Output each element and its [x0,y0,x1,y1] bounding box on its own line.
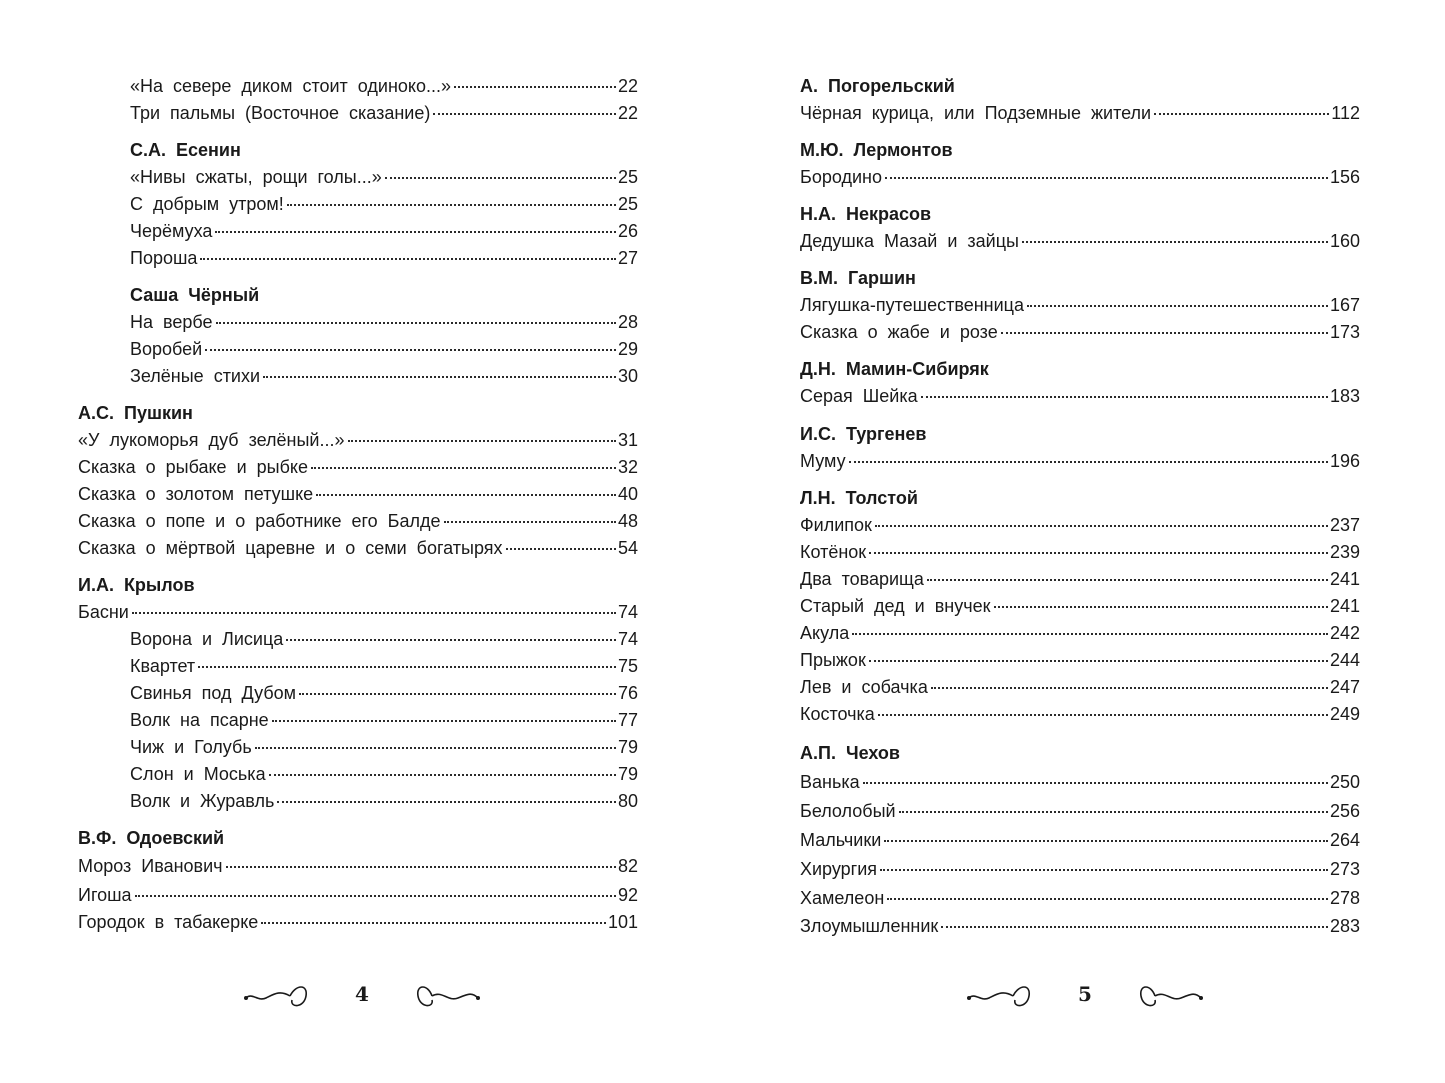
entry-page-number: 22 [617,76,638,96]
dot-leader [261,918,606,924]
dot-leader [311,463,616,469]
entry-page-number: 92 [617,885,638,905]
toc-entry[interactable] [130,735,638,759]
author-heading: А. Погорельский [800,76,955,96]
dot-leader [941,922,1328,928]
toc-entry[interactable] [130,310,638,334]
dot-leader [255,743,616,749]
entry-title: Филипок [800,515,872,535]
page-footer [242,978,482,1014]
entry-page-number: 26 [617,221,638,241]
entry-title: Два товарища [800,569,924,589]
entry-title: Лягушка-путешественница [800,295,1024,315]
dot-leader [869,656,1328,662]
entry-title: Свинья под Дубом [130,683,297,703]
toc-entry[interactable] [800,799,1360,823]
dot-leader [1001,328,1328,334]
entry-page-number: 167 [1329,295,1360,315]
toc-entry[interactable] [78,883,638,907]
dot-leader [316,490,616,496]
entry-title: Чёрная курица, или Подземные жители [800,103,1152,123]
entry-title: Воробей [130,339,203,359]
entry-page-number: 273 [1329,859,1360,879]
entry-page-number: 80 [617,791,638,811]
toc-entry[interactable] [130,165,638,189]
entry-title: Сказка о золотом петушке [78,484,314,504]
entry-page-number: 82 [617,856,638,876]
toc-entry[interactable] [130,789,638,813]
entry-title: Пороша [130,248,198,268]
dot-leader [884,836,1328,842]
dot-leader [132,608,616,614]
toc-entry[interactable] [130,192,638,216]
entry-page-number: 40 [617,484,638,504]
author-heading: В.Ф. Одоевский [78,828,225,848]
entry-page-number: 160 [1329,231,1360,251]
entry-page-number: 74 [617,602,638,622]
entry-title: Чиж и Голубь [130,737,252,757]
entry-page-number: 76 [617,683,638,703]
entry-title: Игоша [78,885,132,905]
entry-title: На вербе [130,312,213,332]
entry-title: Серая Шейка [800,386,918,406]
toc-entry[interactable] [800,101,1360,125]
entry-page-number: 241 [1329,569,1360,589]
dot-leader [1154,109,1329,115]
toc-entry[interactable] [800,594,1360,618]
dot-leader [880,865,1328,871]
entry-page-number: 278 [1329,888,1360,908]
entry-title: Зелёные стихи [130,366,261,386]
toc-entry[interactable] [800,828,1360,852]
toc-entry[interactable] [800,540,1360,564]
entry-title: Черёмуха [130,221,213,241]
entry-title: Сказка о попе и о работнике его Балде [78,511,441,531]
entry-title: Бородино [800,167,882,187]
entry-title: Три пальмы (Восточное сказание) [130,103,431,123]
entry-page-number: 241 [1329,596,1360,616]
author-heading: Л.Н. Толстой [800,488,918,508]
author-heading: М.Ю. Лермонтов [800,140,953,160]
entry-page-number: 156 [1329,167,1360,187]
dot-leader [198,662,616,668]
entry-page-number: 239 [1329,542,1360,562]
right-flourish-icon [414,978,482,1014]
toc-entry[interactable] [800,914,1360,938]
entry-title: Хамелеон [800,888,885,908]
toc-entry[interactable] [78,428,638,452]
entry-title: Слон и Моська [130,764,266,784]
entry-page-number: 75 [617,656,638,676]
entry-page-number: 196 [1329,451,1360,471]
dot-leader [226,862,616,868]
author-heading: Д.Н. Мамин-Сибиряк [800,359,989,379]
entry-title: Прыжок [800,650,866,670]
dot-leader [927,575,1328,581]
dot-leader [878,710,1328,716]
toc-entry[interactable] [130,337,638,361]
author-heading: И.А. Крылов [78,575,195,595]
entry-title: «Нивы сжаты, рощи голы...» [130,167,382,187]
page-number: 4 [355,982,369,1006]
author-heading: Саша Чёрный [130,285,260,305]
dot-leader [875,521,1328,527]
entry-title: Ванька [800,772,860,792]
toc-entry[interactable] [130,654,638,678]
dot-leader [1022,237,1328,243]
entry-page-number: 28 [617,312,638,332]
dot-leader [277,797,616,803]
dot-leader [216,318,616,324]
entry-title: Котёнок [800,542,867,562]
entry-title: Лев и собачка [800,677,928,697]
dot-leader [200,254,616,260]
toc-entry[interactable] [130,364,638,388]
dot-leader [921,392,1328,398]
entry-title: Ворона и Лисица [130,629,284,649]
dot-leader [348,436,616,442]
entry-page-number: 237 [1329,515,1360,535]
right-flourish-icon [1137,978,1205,1014]
toc-entry[interactable] [78,455,638,479]
toc-entry[interactable] [130,74,638,98]
toc-entry[interactable] [800,320,1360,344]
toc-entry[interactable] [800,293,1360,317]
dot-leader [863,778,1328,784]
entry-title: Басни [78,602,129,622]
entry-title: Квартет [130,656,196,676]
entry-page-number: 48 [617,511,638,531]
dot-leader [287,200,616,206]
entry-page-number: 250 [1329,772,1360,792]
entry-page-number: 283 [1329,916,1360,936]
toc-entry[interactable] [78,482,638,506]
dot-leader [215,227,616,233]
toc-entry[interactable] [800,675,1360,699]
entry-page-number: 242 [1329,623,1360,643]
entry-page-number: 79 [617,737,638,757]
dot-leader [433,109,616,115]
entry-title: Сказка о жабе и розе [800,322,998,342]
dot-leader [931,683,1328,689]
toc-entry[interactable] [800,384,1360,408]
toc-entry[interactable] [78,509,638,533]
toc-entry[interactable] [800,770,1360,794]
page-footer [965,978,1205,1014]
entry-title: «На севере диком стоит одиноко...» [130,76,452,96]
entry-page-number: 29 [617,339,638,359]
entry-title: Акула [800,623,850,643]
toc-entry[interactable] [800,513,1360,537]
toc-entry[interactable] [130,246,638,270]
entry-title: Хирургия [800,859,878,879]
author-heading: И.С. Тургенев [800,424,927,444]
dot-leader [506,544,616,550]
dot-leader [205,345,616,351]
dot-leader [272,716,616,722]
author-heading: А.П. Чехов [800,743,900,763]
right-page [722,0,1445,1083]
entry-title: Косточка [800,704,875,724]
entry-title: С добрым утром! [130,194,284,214]
entry-page-number: 22 [617,103,638,123]
entry-page-number: 77 [617,710,638,730]
toc-entry[interactable] [800,229,1360,253]
dot-leader [899,807,1328,813]
dot-leader [869,548,1328,554]
entry-title: Сказка о рыбаке и рыбке [78,457,308,477]
entry-title: Волк и Журавль [130,791,275,811]
entry-title: Мороз Иванович [78,856,223,876]
entry-page-number: 112 [1331,103,1360,123]
toc-entry[interactable] [800,449,1360,473]
dot-leader [849,457,1328,463]
entry-page-number: 183 [1329,386,1360,406]
dot-leader [994,602,1328,608]
entry-page-number: 249 [1329,704,1360,724]
toc-entry[interactable] [130,101,638,125]
toc-entry[interactable] [130,762,638,786]
toc-entry[interactable] [800,886,1360,910]
entry-title: «У лукоморья дуб зелёный...» [78,430,345,450]
toc-entry[interactable] [800,621,1360,645]
entry-page-number: 31 [617,430,638,450]
entry-page-number: 32 [617,457,638,477]
entry-page-number: 79 [617,764,638,784]
toc-entry[interactable] [800,702,1360,726]
entry-title: Старый дед и внучек [800,596,991,616]
entry-title: Городок в табакерке [78,912,259,932]
dot-leader [454,82,616,88]
entry-title: Волк на псарне [130,710,269,730]
dot-leader [286,635,616,641]
toc-entry[interactable] [78,600,638,624]
entry-title: Сказка о мёртвой царевне и о семи богатырях [78,538,503,558]
entry-page-number: 27 [617,248,638,268]
toc-entry[interactable] [130,681,638,705]
author-heading: А.С. Пушкин [78,403,193,423]
toc-entry[interactable] [130,627,638,651]
toc-entry[interactable] [130,219,638,243]
entry-page-number: 30 [617,366,638,386]
entry-page-number: 25 [617,194,638,214]
toc-entry[interactable] [78,536,638,560]
toc-entry[interactable] [78,854,638,878]
entry-page-number: 74 [617,629,638,649]
entry-page-number: 101 [607,912,638,932]
entry-page-number: 247 [1329,677,1360,697]
entry-page-number: 256 [1329,801,1360,821]
entry-page-number: 54 [617,538,638,558]
left-page [0,0,722,1083]
entry-title: Белолобый [800,801,896,821]
toc-entry[interactable] [130,708,638,732]
entry-title: Злоумышленник [800,916,939,936]
dot-leader [852,629,1328,635]
entry-title: Дедушка Мазай и зайцы [800,231,1019,251]
page-number: 5 [1078,982,1092,1006]
toc-entry[interactable] [800,165,1360,189]
toc-entry[interactable] [78,910,638,934]
toc-entry[interactable] [800,857,1360,881]
dot-leader [385,173,616,179]
toc-entry[interactable] [800,648,1360,672]
dot-leader [269,770,616,776]
entry-page-number: 244 [1329,650,1360,670]
dot-leader [135,891,616,897]
dot-leader [263,372,616,378]
dot-leader [885,173,1328,179]
author-heading: Н.А. Некрасов [800,204,932,224]
author-heading: В.М. Гаршин [800,268,916,288]
dot-leader [887,894,1328,900]
dot-leader [444,517,616,523]
entry-title: Мальчики [800,830,882,850]
dot-leader [299,689,616,695]
entry-page-number: 264 [1329,830,1360,850]
author-heading: С.А. Есенин [130,140,241,160]
entry-page-number: 25 [617,167,638,187]
entry-page-number: 173 [1329,322,1360,342]
entry-title: Муму [800,451,846,471]
dot-leader [1027,301,1328,307]
toc-entry[interactable] [800,567,1360,591]
